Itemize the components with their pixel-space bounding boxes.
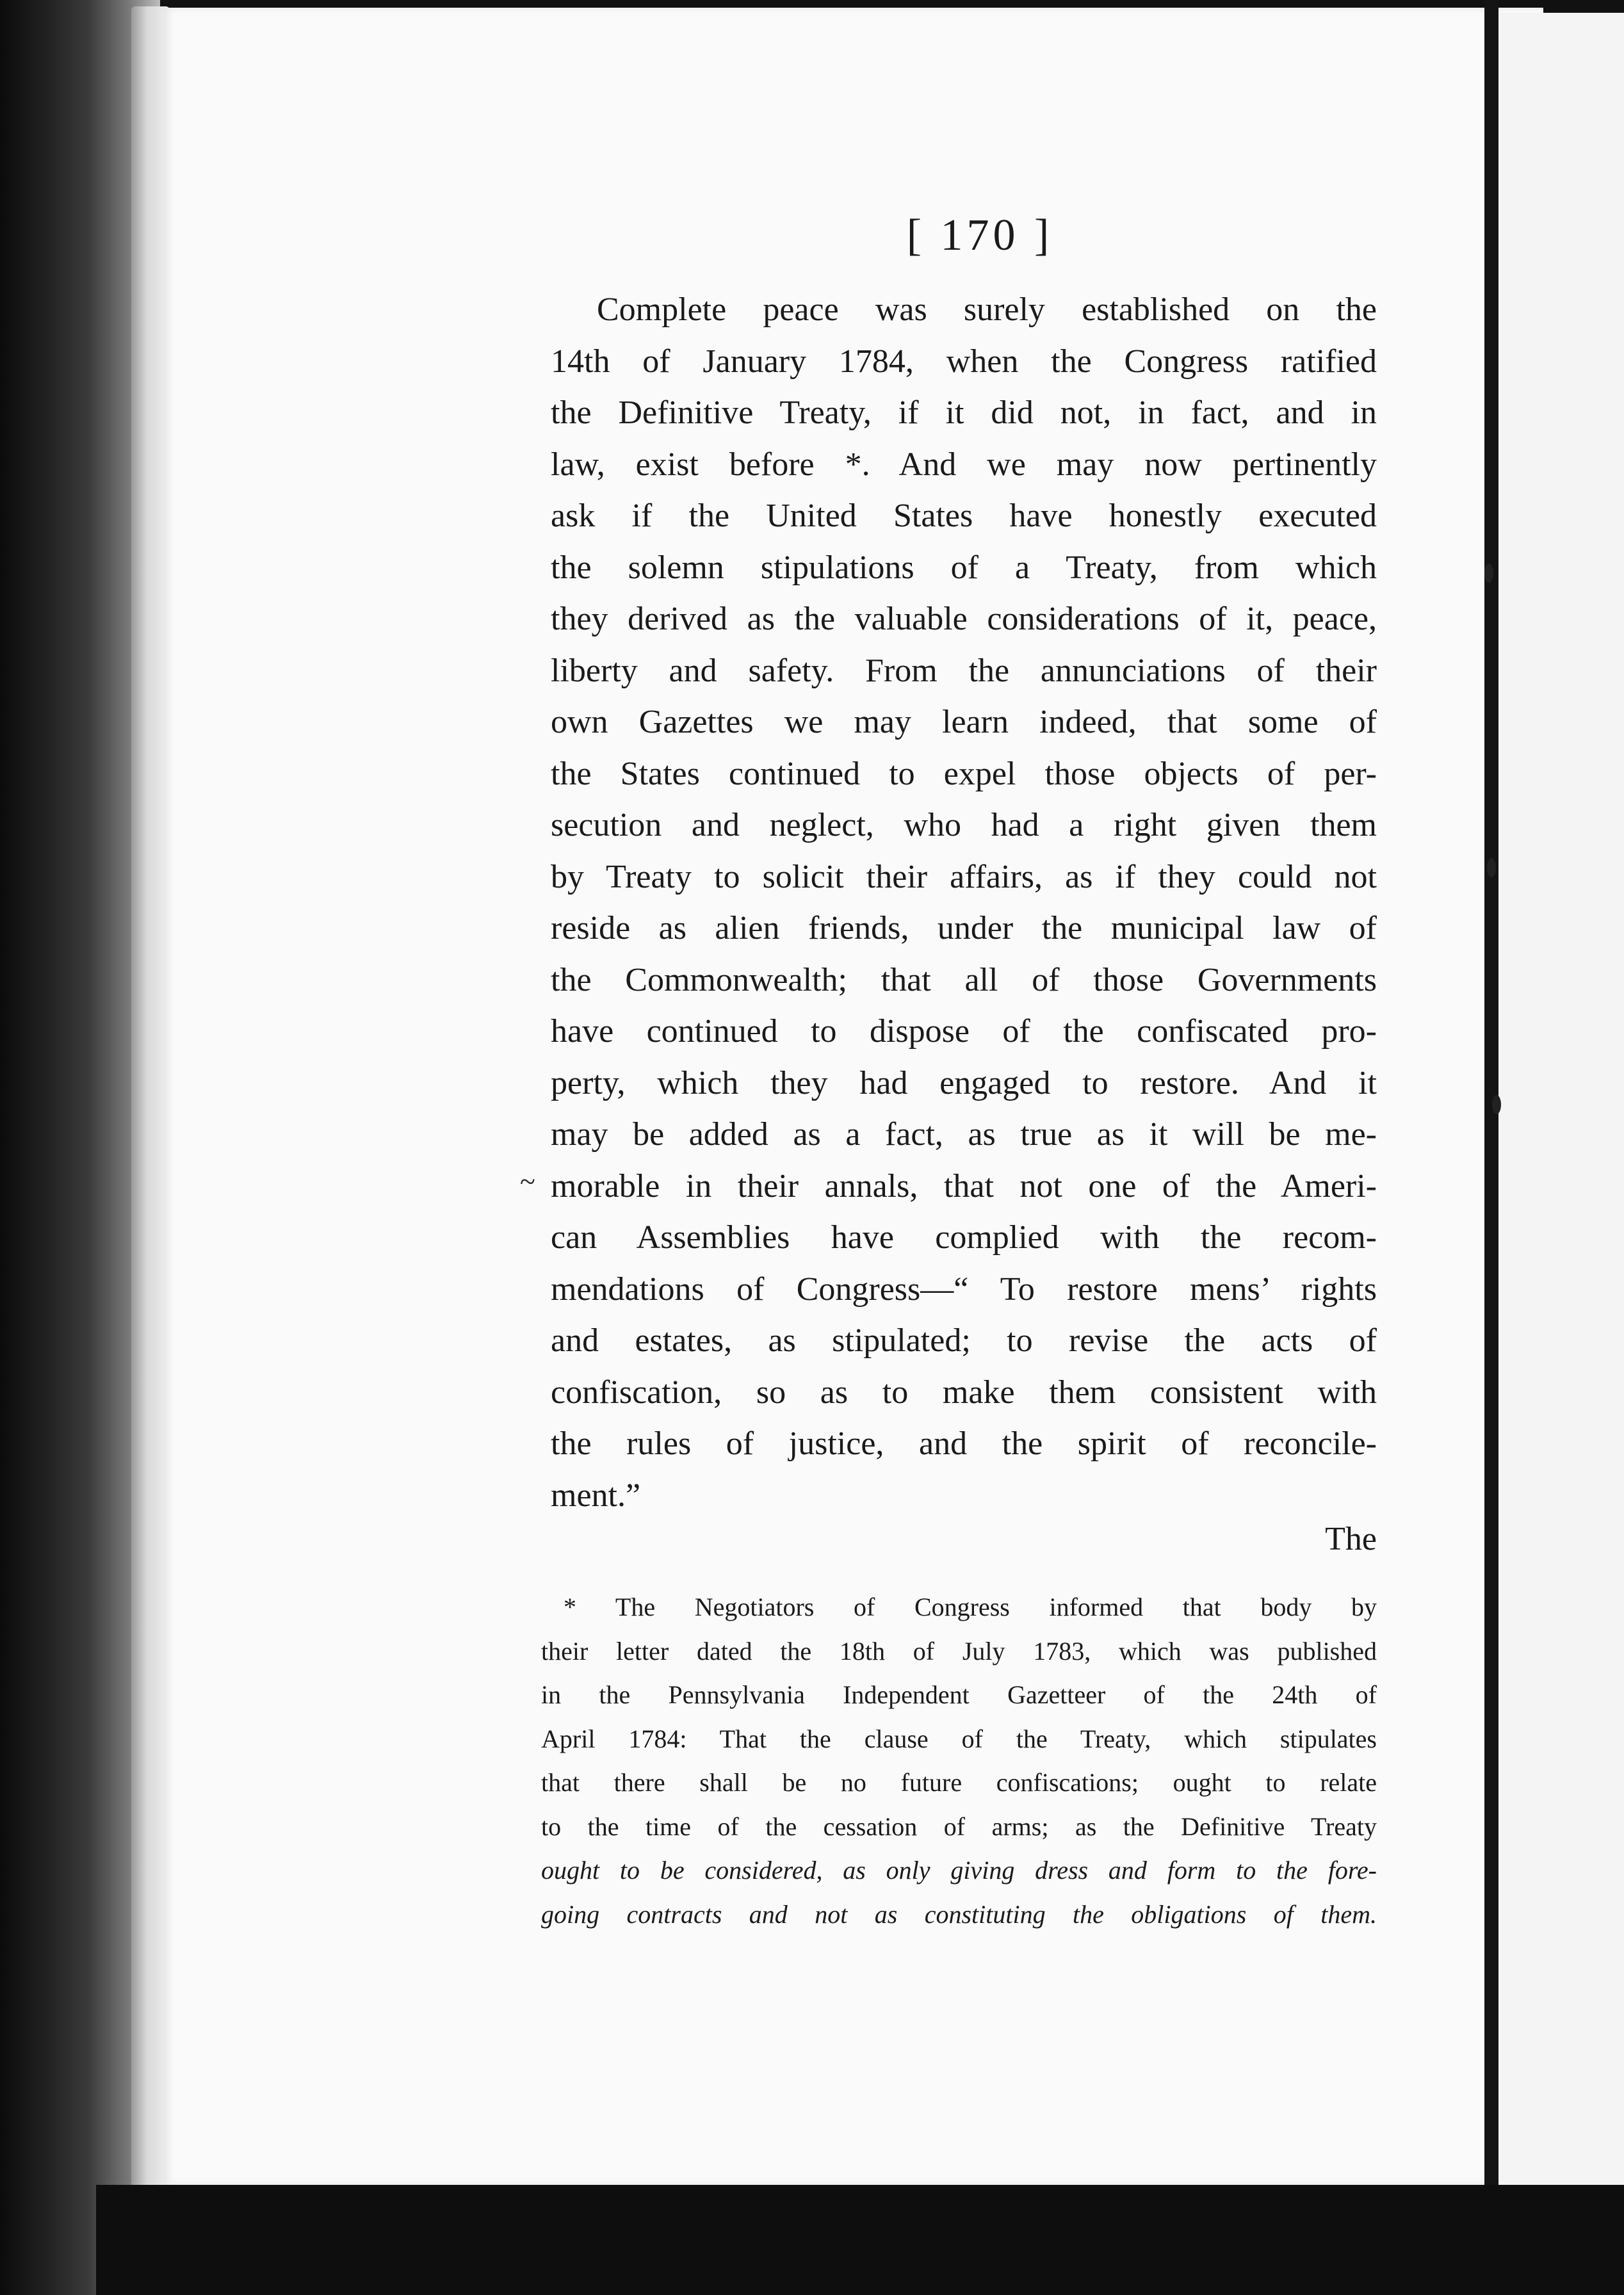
footnote-line: ought to be considered, as only giving dress and form to the fore- (541, 1856, 1377, 1885)
facing-page-edge (1498, 13, 1624, 2216)
body-line: the States continued to expel those objects of per- (551, 755, 1377, 792)
body-line: the Definitive Treaty, if it did not, in fact, and in (551, 394, 1377, 431)
bleed-mark (1492, 1095, 1501, 1114)
footnote-line: their letter dated the 18th of July 1783, which was published (541, 1636, 1377, 1666)
body-line: the solemn stipulations of a Treaty, from which (551, 549, 1377, 586)
page-gutter (1484, 0, 1498, 2228)
body-line: can Assemblies have complied with the recom- (551, 1219, 1377, 1256)
body-line: ment.” (551, 1477, 641, 1514)
body-line: the rules of justice, and the spirit of reconcile- (551, 1425, 1377, 1462)
body-line: and estates, as stipulated; to revise the acts of (551, 1322, 1377, 1359)
page-number: [ 170 ] (906, 211, 1053, 260)
footnote (541, 1585, 1377, 1936)
body-line: 14th of January 1784, when the Congress ratified (551, 343, 1377, 380)
body-line: own Gazettes we may learn indeed, that some of (551, 704, 1377, 740)
body-line: perty, which they had engaged to restore. And it (551, 1064, 1377, 1101)
body-line: ask if the United States have honestly executed (551, 498, 1377, 534)
body-line: have continued to dispose of the confiscated pro- (551, 1013, 1377, 1050)
body-line: law, exist before *. And we may now pertinently (551, 446, 1377, 483)
body-line: may be added as a fact, as true as it will be me- (551, 1116, 1377, 1153)
body-line: mendations of Congress—“ To restore mens’ rights (551, 1270, 1377, 1308)
bleed-mark (1487, 858, 1496, 877)
body-line: reside as alien friends, under the municipal law of (551, 910, 1377, 946)
catchword: The (1325, 1521, 1377, 1557)
footnote-line: April 1784: That the clause of the Treaty, which stipulates (541, 1724, 1377, 1753)
scan-border-bottom (96, 2185, 1624, 2295)
body-line: they derived as the valuable considerations of it, peace, (551, 601, 1377, 637)
margin-dash-mark: ~ (520, 1166, 535, 1197)
body-text (551, 284, 1377, 1521)
footnote-line: * The Negotiators of Congress informed that body by (564, 1593, 1377, 1621)
body-line: confiscation, so as to make them consistent with (551, 1374, 1377, 1411)
body-line: Complete peace was surely established on the (597, 291, 1377, 328)
body-line: liberty and safety. From the annunciations of their (551, 652, 1377, 689)
bleed-mark (1484, 564, 1493, 583)
body-line: morable in their annals, that not one of the Ameri- (551, 1167, 1377, 1204)
footnote-line: to the time of the cessation of arms; as the Definitive Treaty (541, 1812, 1377, 1841)
body-line: the Commonwealth; that all of those Governments (551, 961, 1377, 998)
footnote-line: that there shall be no future confiscations; ought to relate (541, 1768, 1377, 1797)
body-line: secution and neglect, who had a right given them (551, 807, 1377, 843)
footnote-line: going contracts and not as constituting the obligations of them. (541, 1899, 1377, 1929)
footnote-line: in the Pennsylvania Independent Gazetteer of the 24th of (541, 1680, 1377, 1709)
body-line: by Treaty to solicit their affairs, as if they could not (551, 858, 1377, 895)
